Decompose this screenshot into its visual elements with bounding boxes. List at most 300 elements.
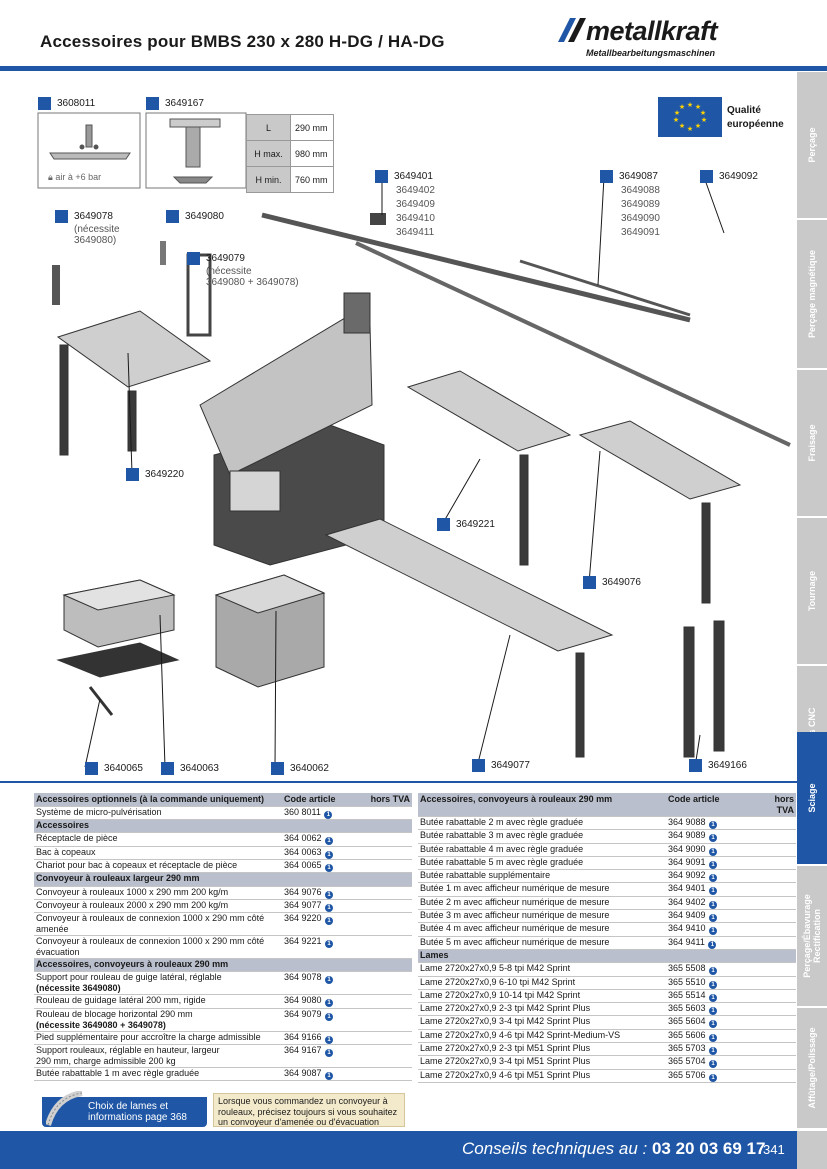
row-code (666, 1029, 758, 1042)
row-label: Réceptacle de pièce (36, 833, 118, 844)
code-marker (161, 762, 174, 775)
row-description (34, 1031, 282, 1044)
row-description (418, 1069, 666, 1082)
table-row (418, 817, 796, 830)
svg-text:★: ★ (686, 101, 694, 109)
table-section-row (418, 949, 796, 962)
callout-code-alt: 3649088 (621, 185, 660, 197)
tab-tournage[interactable] (797, 518, 827, 666)
svg-text:★: ★ (672, 116, 680, 124)
row-code (282, 846, 360, 859)
row-label: Bac à copeaux (36, 846, 96, 857)
dim-key: H min. (247, 167, 291, 193)
article-code: 364 0062 (284, 833, 322, 844)
row-code (282, 1068, 360, 1081)
row-code (666, 830, 758, 843)
callout-3640062 (271, 762, 329, 776)
table-row (34, 1008, 412, 1031)
row-label: Lame 2720x27x0,9 3-4 tpi M51 Sprint Plus (420, 1056, 591, 1067)
section-label: Convoyeur à rouleaux largeur 290 mm (34, 873, 412, 886)
dim-value: 760 mm (291, 167, 334, 193)
tab-label: Tournage (807, 570, 817, 612)
article-code: 360 8011 (284, 806, 321, 817)
row-price (758, 1016, 796, 1029)
row-label: Lame 2720x27x0,9 3-4 tpi M42 Sprint Plus (420, 1016, 591, 1027)
row-code (666, 1069, 758, 1082)
technical-advice (462, 1139, 765, 1159)
callout-3649077 (472, 759, 530, 773)
dim-row (247, 115, 334, 141)
row-price (758, 936, 796, 949)
dim-key: H max. (247, 141, 291, 167)
row-description (418, 1003, 666, 1016)
row-code (282, 972, 360, 995)
article-code: 365 5604 (668, 1016, 706, 1027)
code-marker (38, 97, 51, 110)
info-dot-icon: 1 (325, 837, 333, 845)
row-label: Rouleau de blocage horizontal 290 mm (36, 1008, 193, 1019)
row-price (758, 896, 796, 909)
article-code: 364 9401 (668, 883, 706, 894)
row-label: Lame 2720x27x0,9 2-3 tpi M51 Sprint Plus (420, 1043, 591, 1054)
row-description (418, 896, 666, 909)
header-label: Accessoires optionnels (à la commande uniquement) (34, 793, 282, 806)
row-price (758, 1043, 796, 1056)
table-row (34, 886, 412, 899)
eu-flag (658, 97, 722, 137)
brand-logo (556, 14, 792, 60)
row-label: Convoyeur à rouleaux de connexion 1000 x 290 mm côté (36, 936, 265, 947)
table-row (418, 1069, 796, 1082)
row-price (758, 976, 796, 989)
quality-line: européenne (727, 119, 784, 130)
info-dot-icon: 1 (325, 1036, 333, 1044)
row-price (758, 989, 796, 1002)
info-dot-icon: 1 (709, 1007, 717, 1015)
row-code (282, 833, 360, 846)
callout-3649167 (146, 97, 204, 111)
code-marker (437, 518, 450, 531)
row-code (666, 817, 758, 830)
callout-code: 3649077 (491, 760, 530, 772)
row-description (34, 846, 282, 859)
row-description (34, 1068, 282, 1081)
table-row (34, 859, 412, 872)
row-description (34, 899, 282, 912)
callout-code: 3649401 (394, 171, 433, 183)
row-price (360, 846, 412, 859)
row-price (758, 1069, 796, 1082)
info-dot-icon: 1 (325, 1013, 333, 1021)
tab-label: Perçage magnétique (807, 249, 817, 339)
page-footer (0, 1131, 797, 1169)
callout-code: 3640062 (290, 763, 329, 775)
row-description (34, 936, 282, 959)
svg-text:★: ★ (699, 109, 707, 117)
callout-code: 3649221 (456, 519, 495, 531)
table-row (418, 883, 796, 896)
table-row (418, 1016, 796, 1029)
info-dot-icon: 1 (709, 967, 717, 975)
info-dot-icon: 1 (709, 821, 717, 829)
row-price (360, 859, 412, 872)
header-price: hors TVA (360, 793, 412, 806)
table-row (418, 830, 796, 843)
workpiece-container-illustration (216, 575, 324, 687)
note-line: Choix de lames et (88, 1101, 169, 1112)
row-label: Butée rabattable 4 m avec règle graduée (420, 843, 584, 854)
row-price (758, 856, 796, 869)
header-price: hors TVA (758, 793, 796, 817)
info-dot-icon: 1 (325, 864, 333, 872)
row-label: Support rouleaux, réglable en hauteur, largeur (36, 1045, 220, 1056)
article-code: 364 9080 (284, 995, 322, 1006)
article-code: 364 9090 (668, 843, 706, 854)
row-code (666, 963, 758, 976)
row-price (360, 995, 412, 1008)
article-code: 364 9411 (668, 936, 705, 947)
tab-percage-ebavurage[interactable] (797, 866, 827, 1008)
article-code: 364 9220 (284, 913, 322, 924)
callout-3649166 (689, 759, 747, 773)
row-description (418, 870, 666, 883)
svg-text:★: ★ (678, 122, 686, 130)
table-row (34, 913, 412, 936)
row-label-requirement: (nécessite 3649080 + 3649078) (36, 1019, 166, 1030)
row-price (758, 830, 796, 843)
row-price (758, 1003, 796, 1016)
table-row (34, 899, 412, 912)
phone-number[interactable]: 03 20 03 69 17 (651, 1139, 766, 1158)
callout-3649076 (583, 576, 641, 590)
article-code: 364 9221 (284, 936, 322, 947)
table-section-row (34, 959, 412, 972)
table-section-row (34, 873, 412, 886)
info-dot-icon: 1 (325, 940, 333, 948)
dim-row (247, 167, 334, 193)
table-row (34, 1068, 412, 1081)
page-header (0, 0, 827, 68)
row-description (34, 859, 282, 872)
header-bar (0, 66, 827, 71)
row-label: Butée 5 m avec afficheur numérique de mesure (420, 936, 610, 947)
blade-info-note[interactable] (42, 1097, 207, 1127)
quality-label (727, 104, 784, 132)
callout-3649220 (126, 468, 184, 482)
row-description (418, 843, 666, 856)
row-price (758, 843, 796, 856)
logo-wordmark: metallkraft (586, 16, 718, 46)
row-price (360, 806, 412, 819)
code-marker (187, 252, 200, 265)
article-code: 364 9088 (668, 817, 706, 827)
lock-icon: 🔒︎ (48, 172, 53, 182)
accessories-table-right (418, 793, 796, 1083)
tab-percage-magnetique[interactable] (797, 220, 827, 370)
row-price (360, 972, 412, 995)
row-price (758, 817, 796, 830)
row-label: Butée rabattable supplémentaire (420, 870, 551, 881)
row-description (418, 989, 666, 1002)
callout-note: 3649080 + 3649078) (206, 277, 299, 289)
info-dot-icon: 1 (325, 976, 333, 984)
table-row (418, 923, 796, 936)
row-code (282, 913, 360, 936)
long-stop-rail (356, 243, 790, 445)
tab-label: Affûtage/Polissage (807, 1027, 817, 1109)
callout-code: 3649078 (74, 211, 113, 223)
row-price (758, 1029, 796, 1042)
row-description (34, 886, 282, 899)
accessories-table-left (34, 793, 412, 1081)
table-row (418, 870, 796, 883)
row-price (360, 833, 412, 846)
leg-3649166-illustration (684, 621, 724, 757)
table-row (34, 972, 412, 995)
row-price (360, 1068, 412, 1081)
article-code: 365 5508 (668, 963, 706, 974)
row-description (418, 1029, 666, 1042)
conveyor-order-note: Lorsque vous commandez un convoyeur à rouleaux, précisez toujours si vous souhaitez un convoyeur d'amenée ou d'évacuation (213, 1093, 405, 1127)
table-row (418, 896, 796, 909)
info-dot-icon: 1 (709, 1034, 717, 1042)
logo-mark-icon (556, 14, 586, 44)
table-row (418, 1003, 796, 1016)
dim-row (247, 141, 334, 167)
row-label: Butée 3 m avec afficheur numérique de mesure (420, 910, 610, 921)
table-row (418, 989, 796, 1002)
table-row (418, 843, 796, 856)
callout-code: 3649092 (719, 171, 758, 183)
article-code: 365 5606 (668, 1029, 706, 1040)
row-label: Lame 2720x27x0,9 4-6 tpi M51 Sprint Plus (420, 1069, 591, 1080)
tab-label: Perçage/Ébavurage Rectification (802, 894, 822, 978)
info-dot-icon: 1 (709, 927, 717, 935)
code-marker (689, 759, 702, 772)
table-row (418, 910, 796, 923)
svg-text:★: ★ (673, 109, 681, 117)
row-description (418, 830, 666, 843)
info-dot-icon: 1 (325, 891, 333, 899)
row-label: Support pour rouleau de guige latéral, réglable (36, 972, 222, 983)
table-row (418, 963, 796, 976)
row-label: Pied supplémentaire pour accroître la charge admissible (36, 1031, 261, 1042)
info-dot-icon: 1 (709, 1060, 717, 1068)
side-tabs (797, 72, 827, 1130)
row-code (666, 870, 758, 883)
row-label: Lame 2720x27x0,9 6-10 tpi M42 Sprint (420, 976, 576, 987)
page-number: 341 (763, 1142, 785, 1157)
callout-code: 3649087 (619, 171, 658, 183)
row-code (282, 936, 360, 959)
row-code (282, 806, 360, 819)
table-row (34, 846, 412, 859)
row-description (34, 1008, 282, 1031)
advice-label: Conseils techniques au : (462, 1139, 648, 1158)
info-dot-icon: 1 (709, 848, 717, 856)
row-label: Butée rabattable 2 m avec règle graduée (420, 817, 584, 827)
article-code: 364 9166 (284, 1031, 322, 1042)
row-code (666, 883, 758, 896)
folding-stop-rail (520, 261, 690, 315)
table-row (418, 1043, 796, 1056)
callout-3640065 (85, 762, 143, 776)
info-dot-icon: 1 (325, 851, 333, 859)
tab-sciage[interactable] (797, 732, 827, 866)
article-code: 364 9079 (284, 1008, 322, 1019)
table-row (34, 1031, 412, 1044)
section-divider (0, 781, 797, 783)
row-label: Butée rabattable 3 m avec règle graduée (420, 830, 584, 841)
section-label: Lames (418, 949, 796, 962)
row-description (34, 1045, 282, 1068)
callout-3640063 (161, 762, 219, 776)
tab-label: Sciage (807, 783, 817, 813)
row-label: Convoyeur à rouleaux de connexion 1000 x 290 mm côté (36, 913, 265, 924)
tab-percage[interactable] (797, 72, 827, 220)
row-description (34, 995, 282, 1008)
row-label-requirement: (nécessite 3649080) (36, 983, 121, 994)
info-dot-icon: 1 (709, 914, 717, 922)
callout-note: (nécessite (74, 224, 120, 236)
callout-code: 3640065 (104, 763, 143, 775)
info-dot-icon: 1 (709, 994, 717, 1002)
article-code: 364 9167 (284, 1045, 322, 1056)
section-label: Accessoires, convoyeurs à rouleaux 290 mm (34, 959, 412, 972)
dim-value: 980 mm (291, 141, 334, 167)
callout-3649080 (166, 210, 224, 224)
table-row (34, 995, 412, 1008)
svg-text:★: ★ (700, 116, 708, 124)
row-code (282, 886, 360, 899)
row-label: Chariot pour bac à copeaux et réceptacle de pièce (36, 859, 238, 870)
row-label: Lame 2720x27x0,9 4-6 tpi M42 Sprint-Medium-VS (420, 1029, 621, 1040)
air-pressure-caption (48, 170, 101, 184)
article-code: 364 9409 (668, 910, 706, 921)
info-dot-icon: 1 (709, 887, 717, 895)
table-header-row (418, 793, 796, 817)
article-code: 364 0063 (284, 846, 322, 857)
svg-text:★: ★ (678, 103, 686, 111)
row-price (360, 1008, 412, 1031)
header-code: Code article (282, 793, 360, 806)
code-marker (472, 759, 485, 772)
row-description (418, 1016, 666, 1029)
table-row (418, 1056, 796, 1069)
article-code: 364 9076 (284, 886, 322, 897)
row-label: Lame 2720x27x0,9 5-8 tpi M42 Sprint (420, 963, 571, 974)
info-dot-icon: 1 (708, 941, 716, 949)
row-description (418, 856, 666, 869)
row-code (666, 1003, 758, 1016)
row-description (418, 936, 666, 949)
article-code: 365 5706 (668, 1069, 706, 1080)
table-row (418, 936, 796, 949)
article-code: 364 9087 (284, 1068, 322, 1079)
row-description (418, 1043, 666, 1056)
row-code (666, 910, 758, 923)
info-dot-icon: 1 (324, 811, 332, 819)
callout-code: 3649079 (206, 253, 245, 265)
header-label: Accessoires, convoyeurs à rouleaux 290 mm (418, 793, 666, 817)
row-description (418, 817, 666, 830)
table-header-row (34, 793, 412, 806)
row-label: Convoyeur à rouleaux 2000 x 290 mm 200 kg/m (36, 899, 229, 910)
code-marker (375, 170, 388, 183)
row-description (418, 976, 666, 989)
callout-note: (nécessite (206, 266, 252, 278)
callout-3608011 (38, 97, 95, 111)
row-label: Butée 2 m avec afficheur numérique de mesure (420, 896, 610, 907)
callout-code: 3640063 (180, 763, 219, 775)
callout-code: 3649080 (185, 211, 224, 223)
footer-tab (797, 1131, 827, 1169)
table-row (34, 806, 412, 819)
code-marker (700, 170, 713, 183)
row-code (282, 859, 360, 872)
row-price (360, 936, 412, 959)
row-label-2: amenée (36, 924, 69, 935)
row-label: Butée rabattable 1 m avec règle graduée (36, 1068, 200, 1079)
row-price (360, 1045, 412, 1068)
article-code: 365 5510 (668, 976, 706, 987)
article-code: 364 9077 (284, 899, 322, 910)
row-code (666, 1043, 758, 1056)
article-code: 365 5704 (668, 1056, 706, 1067)
row-code (282, 1008, 360, 1031)
info-dot-icon: 1 (709, 1074, 717, 1082)
article-code: 364 9092 (668, 870, 706, 881)
info-dot-icon: 1 (709, 874, 717, 882)
table-row (34, 833, 412, 846)
tab-affutage[interactable] (797, 1008, 827, 1130)
row-price (360, 899, 412, 912)
article-code: 365 5703 (668, 1043, 706, 1054)
callout-code-alt: 3649089 (621, 199, 660, 211)
roller-3649080-illustration (160, 241, 166, 265)
row-label: Convoyeur à rouleaux 1000 x 290 mm 200 kg/m (36, 886, 229, 897)
row-code (666, 896, 758, 909)
dim-value: 290 mm (291, 115, 334, 141)
info-dot-icon: 1 (709, 901, 717, 909)
info-dot-icon: 1 (709, 981, 717, 989)
row-code (282, 995, 360, 1008)
quality-line: Qualité (727, 105, 761, 116)
row-price (758, 910, 796, 923)
svg-text:★: ★ (694, 122, 702, 130)
support-3649078-illustration (52, 265, 60, 305)
row-price (758, 963, 796, 976)
code-marker (600, 170, 613, 183)
article-code: 364 9091 (668, 856, 706, 867)
row-label-2: 290 mm, charge admissible 200 kg (36, 1056, 176, 1067)
info-dot-icon: 1 (325, 917, 333, 925)
info-dot-icon: 1 (325, 1072, 333, 1080)
row-price (758, 883, 796, 896)
info-dot-icon: 1 (325, 904, 333, 912)
tab-fraisage[interactable] (797, 370, 827, 518)
code-marker (55, 210, 68, 223)
svg-text:★: ★ (686, 125, 694, 133)
callout-code-alt: 3649402 (396, 185, 435, 197)
logo-subtitle: Metallbearbeitungsmaschinen (586, 48, 716, 58)
callout-code-alt: 3649090 (621, 213, 660, 225)
row-code (666, 856, 758, 869)
row-code (282, 899, 360, 912)
row-code (666, 1016, 758, 1029)
row-price (758, 1056, 796, 1069)
callout-code-alt: 3649410 (396, 213, 435, 225)
